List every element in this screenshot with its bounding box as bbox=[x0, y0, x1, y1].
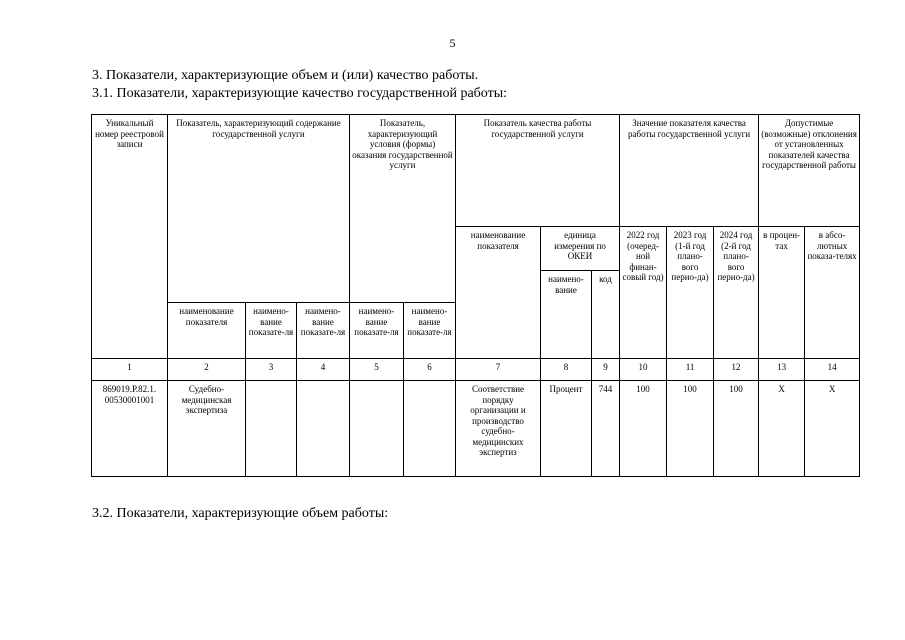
header-col-6: наимено-вание показате-ля bbox=[404, 303, 456, 359]
header-year-2024: 2024 год (2-й год плано-вого перио-да) bbox=[714, 227, 759, 359]
column-number: 10 bbox=[620, 359, 667, 381]
column-number: 3 bbox=[246, 359, 297, 381]
col-3-cell bbox=[246, 381, 297, 477]
unit-name-cell: Процент bbox=[541, 381, 592, 477]
header-deviation-absolute: в абсо-лютных показа-телях bbox=[805, 227, 860, 359]
table-row bbox=[92, 381, 860, 477]
column-number: 12 bbox=[714, 359, 759, 381]
header-year-2023: 2023 год (1-й год плано-вого перио-да) bbox=[667, 227, 714, 359]
column-number: 8 bbox=[541, 359, 592, 381]
column-number: 1 bbox=[92, 359, 168, 381]
col-5-cell bbox=[350, 381, 404, 477]
indicator-cell: Соответствие порядку организации и производство судебно-медицинских экспертиз bbox=[456, 381, 541, 477]
page-number: 5 bbox=[449, 36, 456, 50]
section-3-heading: 3. Показатели, характеризующие объем и (или) качество работы. bbox=[92, 68, 479, 83]
unit-code-cell: 744 bbox=[592, 381, 620, 477]
header-okei-name: наимено-вание bbox=[541, 271, 592, 359]
column-number: 7 bbox=[456, 359, 541, 381]
column-number: 11 bbox=[667, 359, 714, 381]
value-2022-cell: 100 bbox=[620, 381, 667, 477]
column-number: 5 bbox=[350, 359, 404, 381]
column-number: 4 bbox=[297, 359, 350, 381]
header-indicator-name: наименование показателя bbox=[456, 227, 541, 359]
section-3-2-heading: 3.2. Показатели, характеризующие объем работы: bbox=[92, 506, 389, 521]
section-3-1-heading: 3.1. Показатели, характеризующие качество государственной работы: bbox=[92, 86, 508, 101]
col-4-cell bbox=[297, 381, 350, 477]
header-registry: Уникальный номер реестровой записи bbox=[92, 115, 168, 359]
value-2023-cell: 100 bbox=[667, 381, 714, 477]
quality-indicators-table bbox=[91, 114, 860, 477]
header-col-3: наимено-вание показате-ля bbox=[246, 303, 297, 359]
value-2024-cell: 100 bbox=[714, 381, 759, 477]
column-number: 6 bbox=[404, 359, 456, 381]
header-col-5: наимено-вание показате-ля bbox=[350, 303, 404, 359]
deviation-percent-cell: Х bbox=[759, 381, 805, 477]
column-number: 2 bbox=[168, 359, 246, 381]
header-year-2022: 2022 год (очеред-ной финан-совый год) bbox=[620, 227, 667, 359]
header-col-2: наименование показателя bbox=[168, 303, 246, 359]
deviation-absolute-cell: Х bbox=[805, 381, 860, 477]
header-content: Показатель, характеризующий содержание государственной услуги bbox=[168, 115, 350, 303]
header-deviation: Допустимые (возможные) отклонения от установленных показателей качества государственной работы bbox=[759, 115, 860, 227]
header-col-4: наимено-вание показате-ля bbox=[297, 303, 350, 359]
header-quality: Показатель качества работы государственной услуги bbox=[456, 115, 620, 227]
content-name-cell: Судебно-медицинская экспертиза bbox=[168, 381, 246, 477]
header-deviation-percent: в процен-тах bbox=[759, 227, 805, 359]
column-number: 14 bbox=[805, 359, 860, 381]
registry-number-cell: 869019.Р.82.1. 00530001001 bbox=[92, 381, 168, 477]
header-conditions: Показатель, характеризующий условия (формы) оказания государственной услуги bbox=[350, 115, 456, 303]
header-value: Значение показателя качества работы государственной услуги bbox=[620, 115, 759, 227]
column-number: 13 bbox=[759, 359, 805, 381]
column-number: 9 bbox=[592, 359, 620, 381]
header-okei: единица измерения по ОКЕИ bbox=[541, 227, 620, 271]
header-okei-code: код bbox=[592, 271, 620, 359]
col-6-cell bbox=[404, 381, 456, 477]
